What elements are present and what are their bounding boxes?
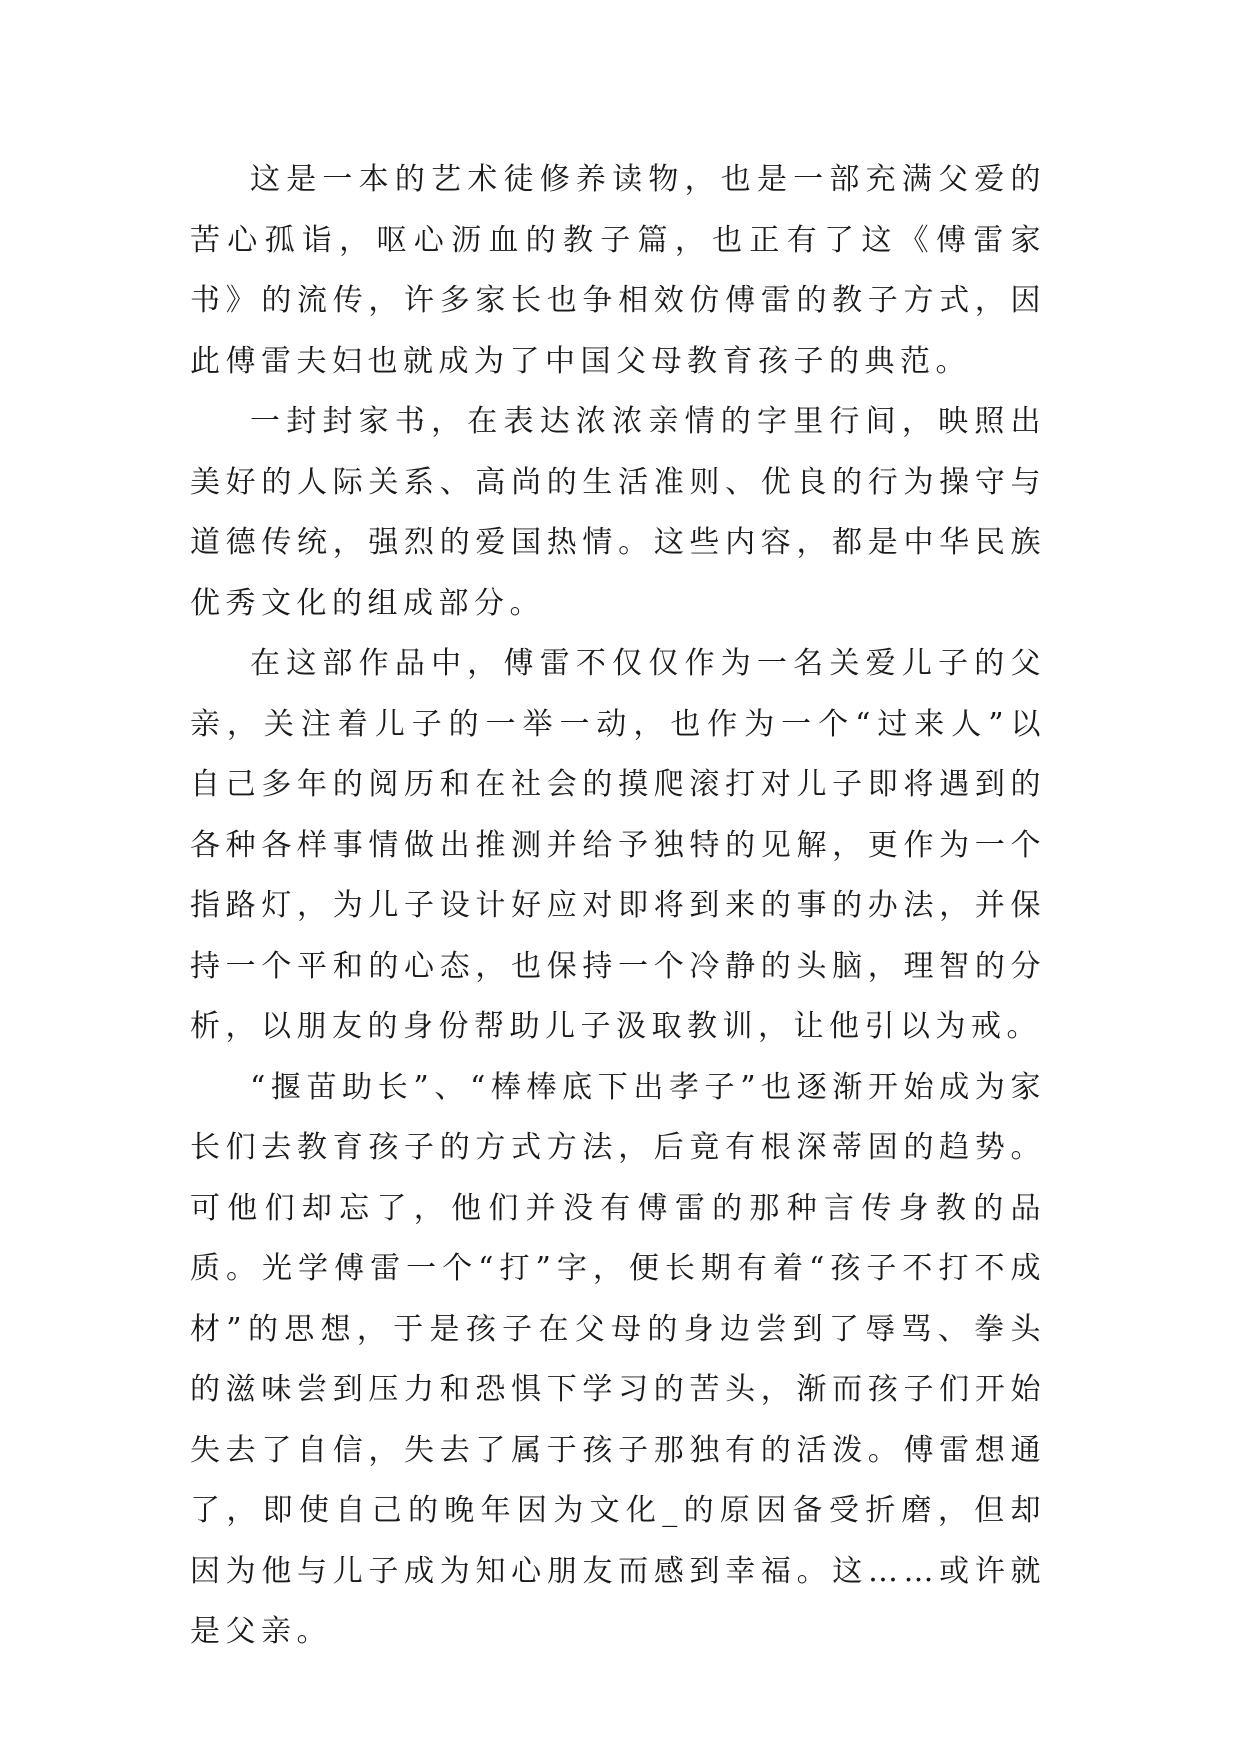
paragraph-3: 在这部作品中，傅雷不仅仅作为一名关爱儿子的父亲，关注着儿子的一举一动，也作为一个“过来人”以自己多年的阅历和在社会的摸爬滚打对儿子即将遇到的各种各样事情做出推测并给予独特的见解，更作为一个指路灯，为儿子设计好应对即将到来的事的办法，并保持一个平和的心态，也保持一个冷静的头脑，理智的分析，以朋友的身份帮助儿子汲取教训，让他引以为戒。 xyxy=(190,646,1046,1044)
paragraph-4: “揠苗助长”、“棒棒底下出孝子”也逐渐开始成为家长们去教育孩子的方式方法，后竟有根深蒂固的趋势。可他们却忘了，他们并没有傅雷的那种言传身教的品质。光学傅雷一个“打”字，便长期有着“孩子不打不成材”的思想，于是孩子在父母的身边尝到了辱骂、拳头的滋味尝到压力和恐惧下学习的苦头，渐而孩子们开始失去了自信，失去了属于孩子那独有的活泼。傅雷想通了，即使自己的晚年因为文化_的原因备受折磨，但却因为他与儿子成为知心朋友而感到幸福。这……或许就是父亲。 xyxy=(190,1069,1046,1649)
paragraph-2: 一封封家书，在表达浓浓亲情的字里行间，映照出美好的人际关系、高尚的生活准则、优良的行为操守与道德传统，强烈的爱国热情。这些内容，都是中华民族优秀文化的组成部分。 xyxy=(190,404,1046,621)
document-body xyxy=(190,150,1046,1663)
paragraph-1: 这是一本的艺术徒修养读物，也是一部充满父爱的苦心孤诣，呕心沥血的教子篇，也正有了这《傅雷家书》的流传，许多家长也争相效仿傅雷的教子方式，因此傅雷夫妇也就成为了中国父母教育孩子的典范。 xyxy=(190,162,1046,379)
